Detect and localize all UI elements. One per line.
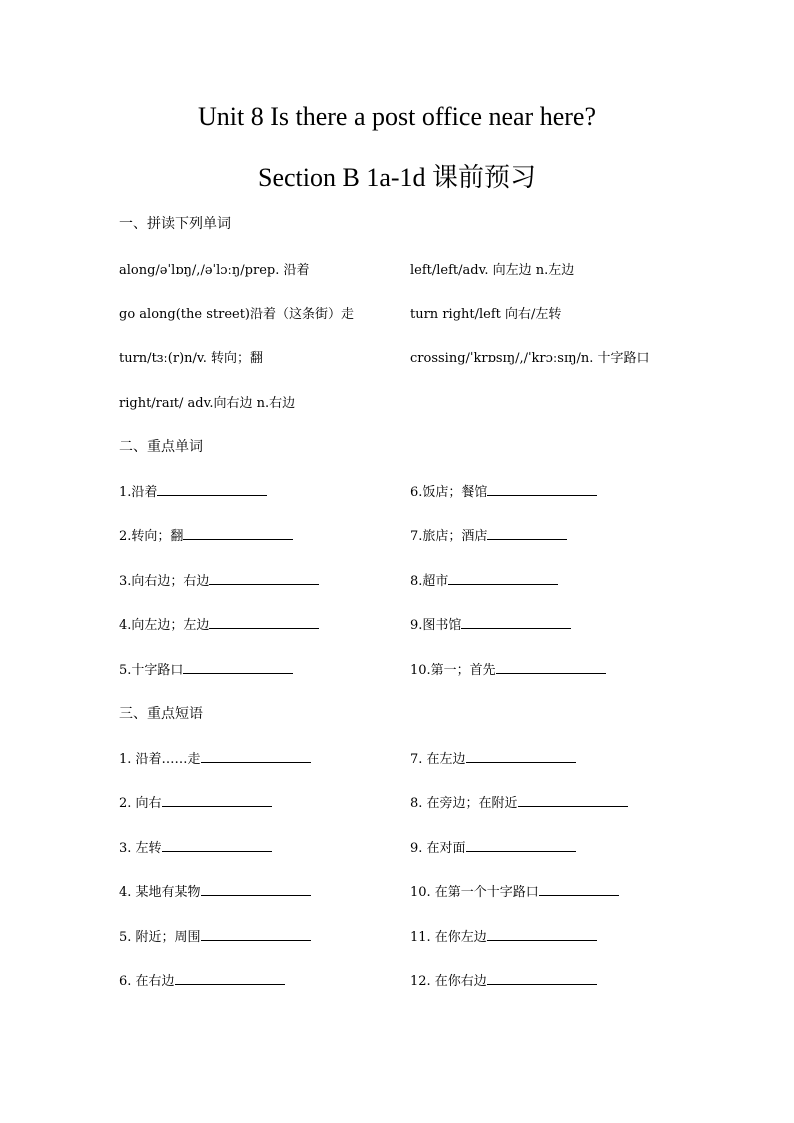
answer-blank[interactable] [157,481,267,496]
answer-blank[interactable] [487,926,597,941]
answer-blank[interactable] [183,659,293,674]
prompt-text: 3. 左转 [119,841,162,856]
word-prompt [119,570,319,589]
word-prompt [410,525,567,544]
answer-blank[interactable] [487,970,597,985]
word-row [0,570,794,592]
phrase-prompt [410,837,576,856]
prompt-text: 12. 在你右边 [410,974,487,989]
section-heading-1: 一、拼读下列单词 [119,216,231,232]
answer-blank[interactable] [518,792,628,807]
word-prompt [119,614,319,633]
word-prompt [410,481,597,500]
phrase-prompt [119,837,272,856]
word-row [0,614,794,636]
word-prompt [119,659,293,678]
prompt-text: 4. 某地有某物 [119,885,201,900]
answer-blank[interactable] [487,481,597,496]
prompt-text: 4.向左边；左边 [119,618,210,633]
prompt-text: 9. 在对面 [410,841,466,856]
word-row [0,481,794,503]
answer-blank[interactable] [201,881,311,896]
phrase-prompt [410,792,628,811]
answer-blank[interactable] [175,970,285,985]
phrase-prompt [410,881,619,900]
prompt-text: 11. 在你左边 [410,930,487,945]
prompt-text: 1. 沿着……走 [119,752,201,767]
phrase-row [0,792,794,814]
word-prompt [410,614,571,633]
phrase-row [0,748,794,770]
prompt-text: 6. 在右边 [119,974,175,989]
prompt-text: 9.图书馆 [410,618,462,633]
phrase-prompt [410,970,597,989]
word-row [0,525,794,547]
answer-blank[interactable] [487,525,567,540]
answer-blank[interactable] [162,792,272,807]
section-heading-2: 二、重点单词 [119,439,203,455]
vocab-item: right/raɪt/ adv.向右边 n.右边 [119,396,296,411]
answer-blank[interactable] [539,881,619,896]
answer-blank[interactable] [466,837,576,852]
prompt-text: 2. 向右 [119,796,162,811]
phrase-prompt [119,881,311,900]
word-row [0,659,794,681]
vocab-item: crossing/ˈkrɒsɪŋ/,/ˈkrɔːsɪŋ/n. 十字路口 [410,351,650,366]
vocab-row [0,259,794,281]
phrase-prompt [119,970,285,989]
phrase-row [0,926,794,948]
answer-blank[interactable] [466,748,576,763]
word-prompt [410,570,558,589]
prompt-text: 2.转向；翻 [119,529,184,544]
prompt-text: 3.向右边；右边 [119,574,210,589]
word-prompt [119,481,267,500]
page-subtitle: Section B 1a-1d 课前预习 [257,163,537,192]
prompt-text: 6.饭店；餐馆 [410,485,488,500]
answer-blank[interactable] [201,748,311,763]
prompt-text: 8. 在旁边；在附近 [410,796,518,811]
phrase-prompt [119,748,311,767]
phrase-prompt [410,748,576,767]
prompt-text: 5.十字路口 [119,663,184,678]
answer-blank[interactable] [209,614,319,629]
phrase-row [0,881,794,903]
phrase-row [0,837,794,859]
phrase-row [0,970,794,992]
prompt-text: 5. 附近；周围 [119,930,201,945]
answer-blank[interactable] [183,525,293,540]
phrase-prompt [410,926,597,945]
phrase-prompt [119,792,272,811]
vocab-row [0,392,794,414]
prompt-text: 7. 在左边 [410,752,466,767]
prompt-text: 7.旅店；酒店 [410,529,488,544]
word-prompt [119,525,293,544]
vocab-item: turn/tɜː(r)n/v. 转向；翻 [119,351,263,366]
answer-blank[interactable] [496,659,606,674]
word-prompt [410,659,606,678]
vocab-item: along/əˈlɒŋ/,/əˈlɔːŋ/prep. 沿着 [119,263,310,278]
vocab-row [0,347,794,369]
prompt-text: 10.第一；首先 [410,663,496,678]
phrase-prompt [119,926,311,945]
prompt-text: 8.超市 [410,574,449,589]
vocab-row [0,303,794,325]
answer-blank[interactable] [461,614,571,629]
vocab-item: go along(the street)沿着（这条街）走 [119,307,354,322]
prompt-text: 10. 在第一个十字路口 [410,885,539,900]
page-title: Unit 8 Is there a post office near here? [197,102,596,131]
vocab-item: turn right/left 向右/左转 [410,307,562,322]
answer-blank[interactable] [209,570,319,585]
answer-blank[interactable] [448,570,558,585]
vocab-item: left/left/adv. 向左边 n.左边 [410,263,575,278]
section-heading-3: 三、重点短语 [119,706,203,722]
prompt-text: 1.沿着 [119,485,158,500]
answer-blank[interactable] [201,926,311,941]
answer-blank[interactable] [162,837,272,852]
